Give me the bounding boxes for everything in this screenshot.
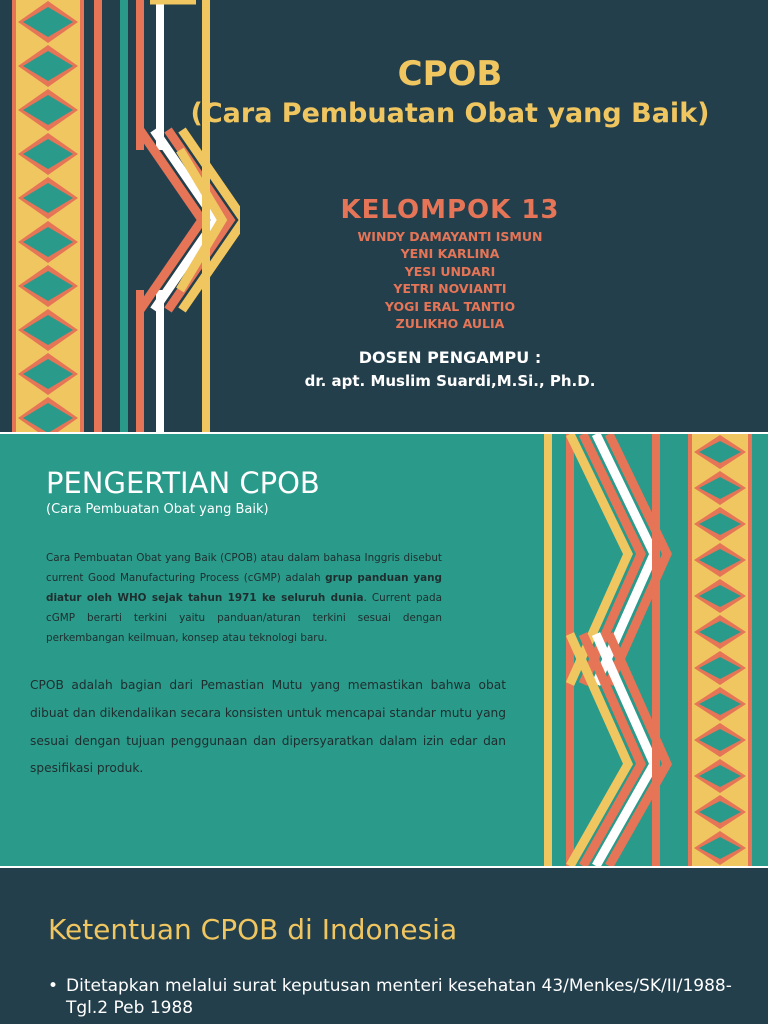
definition-paragraph <box>46 548 442 648</box>
member-name: YENI KARLINA <box>400 246 500 262</box>
member-name: YOGI ERAL TANTIO <box>384 298 516 314</box>
slide-title: PENGERTIAN CPOB <box>46 466 320 500</box>
quality-paragraph: CPOB adalah bagian dari Pemastian Mutu yang memastikan bahwa obat dibuat dan dikendalikan secara konsisten untuk mencapai standar mutu yang sesuai dengan tujuan penggunaan dan dipersyaratkan dalam izin edar dan spesifikasi produk. <box>30 678 506 776</box>
bullet-list <box>48 975 748 1019</box>
tribal-border-ornament-right <box>530 434 768 866</box>
group-heading: KELOMPOK 13 <box>340 195 560 225</box>
paragraph-text: Cara Pembuatan Obat yang Baik (CPOB) atau dalam bahasa Inggris disebut current Good Manufacturing Process (cGMP) adalah <box>46 552 442 584</box>
slide-title: CPOB <box>397 54 503 94</box>
member-name: YESI UNDARI <box>404 263 496 279</box>
lecturer-name: dr. apt. Muslim Suardi,M.Si., Ph.D. <box>304 372 596 390</box>
member-list <box>140 228 760 332</box>
slide-subtitle: (Cara Pembuatan Obat yang Baik) <box>190 98 710 129</box>
title-slide <box>0 0 768 432</box>
member-name: ZULIKHO AULIA <box>395 316 505 332</box>
paragraph-text: . Current pada cGMP berarti terkini yaitu panduan/aturan terkini sesuai dengan perkembangan keilmuan, konsep atau teknologi baru. <box>46 592 442 644</box>
bullet-item: • Ditetapkan melalui surat keputusan menteri kesehatan 43/Menkes/SK/II/1988-Tgl.2 Peb 1988 <box>48 975 748 1019</box>
slide-title: Ketentuan CPOB di Indonesia <box>48 913 458 946</box>
paragraph-emphasis: grup panduan yang diatur oleh WHO sejak tahun 1971 ke seluruh dunia <box>46 572 442 604</box>
lecturer-heading: DOSEN PENGAMPU : <box>358 348 542 367</box>
member-name: WINDY DAMAYANTI ISMUN <box>357 229 543 244</box>
member-name: YETRI NOVIANTI <box>393 281 507 297</box>
slide-subtitle: (Cara Pembuatan Obat yang Baik) <box>46 502 269 517</box>
